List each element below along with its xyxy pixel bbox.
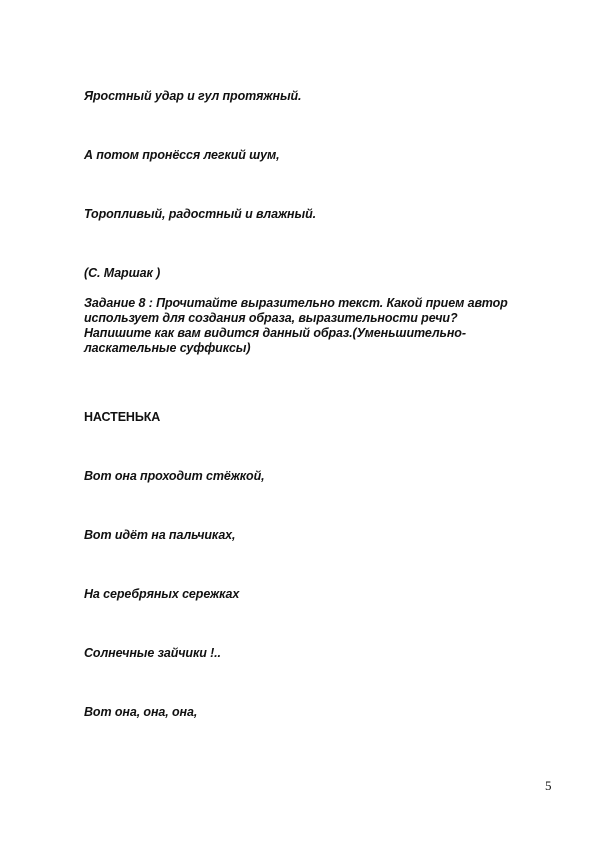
task-line-2: использует для создания образа, выразительности речи? (84, 311, 458, 325)
task-line-4: ласкательные суффиксы) (84, 341, 251, 355)
poem2-line-1: Вот она проходит стёжкой, (84, 469, 265, 483)
task-paragraph (84, 296, 524, 356)
poem2-line-5: Вот она, она, она, (84, 705, 198, 719)
poem1-line-2: А потом пронёсся легкий шум, (84, 148, 280, 162)
poem2-line-2: Вот идёт на пальчиках, (84, 528, 236, 542)
task-line-3: Напишите как вам видится данный образ.(Уменьшительно- (84, 326, 466, 340)
poem2-line-3: На серебряных сережках (84, 587, 240, 601)
poem2-title: НАСТЕНЬКА (84, 410, 161, 424)
page-number: 5 (545, 778, 552, 793)
poem1-author: (С. Маршак ) (84, 266, 161, 280)
poem2-line-4: Солнечные зайчики !.. (84, 646, 221, 660)
poem1-line-1: Яростный удар и гул протяжный. (84, 89, 302, 103)
task-line-1: Задание 8 : Прочитайте выразительно текст. Какой прием автор (84, 296, 508, 310)
poem1-line-3: Торопливый, радостный и влажный. (84, 207, 316, 221)
